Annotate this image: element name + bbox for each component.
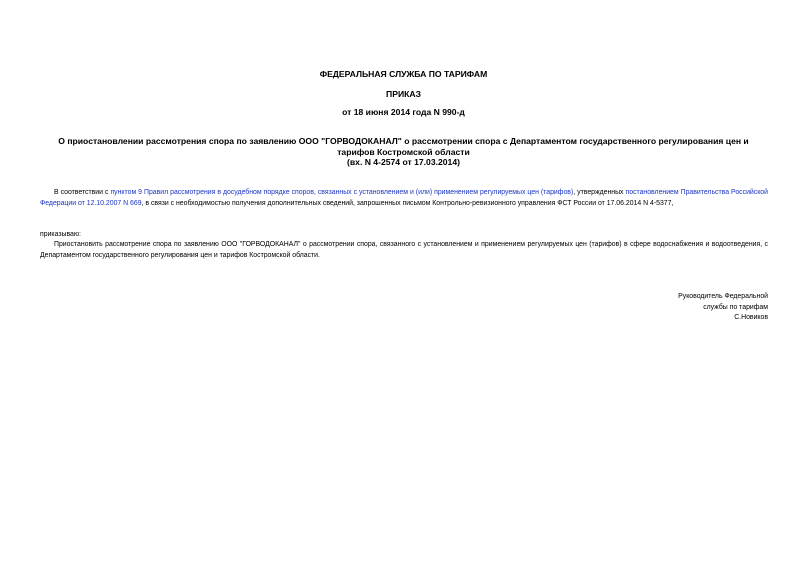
title-line-3: (вх. N 4-2574 от 17.03.2014) <box>347 157 460 167</box>
preamble-text-1: В соответствии с <box>54 189 111 196</box>
order-paragraph: Приостановить рассмотрение спора по заявлению ООО "ГОРВОДОКАНАЛ" о рассмотрении спора, связанного с установлением и применением регулируемых цен (тарифов) в сфере водоснабжения и водоотведения, с Департаментом государственного регулирования цен и тарифов Костромской области. <box>40 241 768 259</box>
signature-name: С.Новиков <box>734 314 768 321</box>
rules-point-9-link[interactable]: пунктом 9 Правил рассмотрения в досудебном порядке споров, связанных с установлением и (или) применением регулируемых цен (тарифов) <box>110 189 574 196</box>
preamble-text-3: , в связи с необходимостью получения дополнительных сведений, запрошенных письмом Контрольно-ревизионного управления ФСТ России от 17.06.2014 N 4-5377, <box>141 199 674 207</box>
document-title <box>40 136 767 168</box>
document-date-number: от 18 июня 2014 года N 990-д <box>342 107 465 117</box>
government-decree-link[interactable]: постановлением Правительства Российской Федерации от 12.10.2007 N 669 <box>40 189 768 207</box>
agency-name: ФЕДЕРАЛЬНАЯ СЛУЖБА ПО ТАРИФАМ <box>319 69 488 79</box>
signature-position-line-1: Руководитель Федеральной <box>678 293 768 300</box>
title-line-1: О приостановлении рассмотрения спора по заявлению ООО "ГОРВОДОКАНАЛ" о рассмотрении спора с Департаментом государственного регулирования цен и <box>58 136 749 146</box>
preamble-paragraph <box>40 188 768 209</box>
document-type: ПРИКАЗ <box>386 89 421 99</box>
signature-block <box>678 292 768 324</box>
order-word: приказываю: <box>40 231 81 238</box>
signature-position-line-2: службы по тарифам <box>703 303 768 311</box>
title-line-2: тарифов Костромской области <box>337 146 470 157</box>
preamble-text-2: , утвержденных <box>573 189 626 196</box>
